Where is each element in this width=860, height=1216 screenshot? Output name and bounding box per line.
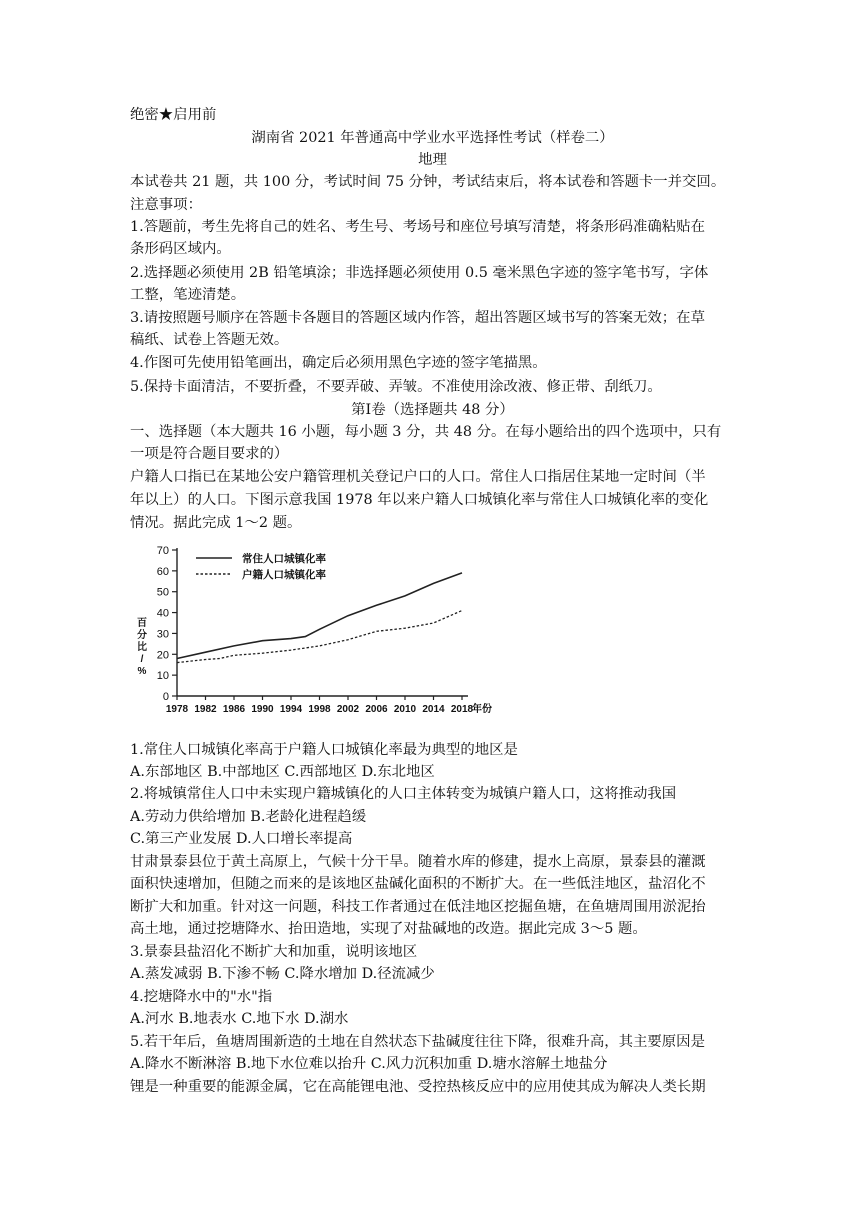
question-1-options: A.东部地区 B.中部地区 C.西部地区 D.东北地区 <box>130 764 435 780</box>
y-tick-label: 50 <box>156 586 169 599</box>
section-1-title: 第Ⅰ卷（选择题共 48 分） <box>351 402 514 418</box>
question-5: 5.若干年后，鱼塘周围新造的土地在自然状态下盐碱度往往下降，很难升高，其主要原因是 <box>130 1034 705 1050</box>
exam-intro: 本试卷共 21 题，共 100 分，考试时间 75 分钟，考试结束后，将本试卷和答题卡一并交回。 <box>130 174 726 190</box>
x-tick-label: 1990 <box>251 704 274 715</box>
x-tick-label: 1998 <box>308 704 331 715</box>
y-tick-label: 30 <box>156 628 169 641</box>
notice-item-1-cont: 条形码区域内。 <box>130 241 231 257</box>
passage-2-line-3: 断扩大和加重。针对这一问题，科技工作者通过在低洼地区挖掘鱼塘，在鱼塘周围用淤泥抬 <box>130 899 706 915</box>
urbanization-line-chart <box>130 538 510 720</box>
exam-subject: 地理 <box>418 152 447 168</box>
question-2: 2.将城镇常住人口中未实现户籍城镇化的人口主体转变为城镇户籍人口，这将推动我国 <box>130 786 677 802</box>
question-5-options: A.降水不断淋溶 B.地下水位难以抬升 C.风力沉积加重 D.塘水溶解土地盐分 <box>130 1056 608 1072</box>
question-3-options: A.蒸发减弱 B.下渗不畅 C.降水增加 D.径流减少 <box>130 966 435 982</box>
notice-item-1: 1.答题前，考生先将自己的姓名、考生号、考场号和座位号填写清楚，将条形码准确粘贴在 <box>130 219 705 235</box>
notice-item-2-cont: 工整，笔迹清楚。 <box>130 287 246 303</box>
section-1-intro: 一、选择题（本大题共 16 小题，每小题 3 分，共 48 分。在每小题给出的四个选项中，只有 <box>130 424 722 440</box>
series-line-2 <box>177 611 462 663</box>
x-tick-label: 2002 <box>336 704 360 715</box>
question-2-options-1: A.劳动力供给增加 B.老龄化进程趋缓 <box>130 809 367 825</box>
y-tick-label: 40 <box>156 607 169 620</box>
question-2-options-2: C.第三产业发展 D.人口增长率提高 <box>130 831 353 847</box>
y-tick-label: 0 <box>162 691 169 703</box>
y-axis-label-char: 百 <box>137 618 147 629</box>
question-4-options: A.河水 B.地表水 C.地下水 D.湖水 <box>130 1011 349 1027</box>
y-tick-label: 20 <box>156 649 169 662</box>
y-axis-label-char: 分 <box>137 630 147 641</box>
exam-title: 湖南省 2021 年普通高中学业水平选择性考试（样卷二） <box>251 130 614 146</box>
passage-2-line-1: 甘肃景泰县位于黄土高原上，气候十分干旱。随着水库的修建，提水上高原，景泰县的灌溉 <box>130 854 706 870</box>
x-tick-label: 1986 <box>222 704 246 715</box>
notice-item-4: 4.作图可先使用铅笔画出，确定后必须用黑色字迹的签字笔描黑。 <box>130 355 547 371</box>
y-tick-label: 60 <box>156 565 169 578</box>
confidential-label: 绝密★启用前 <box>130 107 217 123</box>
notice-item-2: 2.选择题必须使用 2B 铅笔填涂；非选择题必须使用 0.5 毫米黑色字迹的签字笔书写，字体 <box>130 265 709 281</box>
y-tick-label: 10 <box>156 670 169 683</box>
legend-label-1: 常住人口城镇化率 <box>242 553 326 565</box>
x-axis-label: 年份 <box>472 704 492 715</box>
passage-2-line-4: 高土地，通过挖塘降水、抬田造地，实现了对盐碱地的改造。据此完成 3～5 题。 <box>130 921 647 937</box>
passage-1-line-2: 年以上）的人口。下图示意我国 1978 年以来户籍人口城镇化率与常住人口城镇化率的变化 <box>130 492 709 508</box>
notice-item-5: 5.保持卡面清洁，不要折叠，不要弄破、弄皱。不准使用涂改液、修正带、刮纸刀。 <box>130 379 662 395</box>
series-line-1 <box>177 573 462 659</box>
x-tick-label: 2014 <box>422 704 445 715</box>
question-3: 3.景泰县盐沼化不断扩大和加重，说明该地区 <box>130 944 418 960</box>
question-4: 4.挖塘降水中的"水"指 <box>130 989 273 1005</box>
question-1: 1.常住人口城镇化率高于户籍人口城镇化率最为典型的地区是 <box>130 742 518 758</box>
passage-3-line-1: 锂是一种重要的能源金属，它在高能锂电池、受控热核反应中的应用使其成为解决人类长期 <box>130 1079 706 1095</box>
notice-item-3-cont: 稿纸、试卷上答题无效。 <box>130 332 289 348</box>
x-tick-label: 2006 <box>365 704 388 715</box>
x-tick-label: 2010 <box>393 704 417 715</box>
x-tick-label: 1982 <box>194 704 217 715</box>
x-tick-label: 2018 <box>450 704 474 715</box>
passage-2-line-2: 面积快速增加，但随之而来的是该地区盐碱化面积的不断扩大。在一些低洼地区，盐沼化不 <box>130 876 706 892</box>
section-1-intro-cont: 一项是符合题目要求的） <box>130 446 289 462</box>
legend-label-2: 户籍人口城镇化率 <box>242 569 326 581</box>
passage-1-line-1: 户籍人口指已在某地公安户籍管理机关登记户口的人口。常住人口指居住某地一定时间（半 <box>130 469 706 485</box>
notice-item-3: 3.请按照题号顺序在答题卡各题目的答题区域内作答，超出答题区域书写的答案无效；在草 <box>130 310 705 326</box>
x-tick-label: 1994 <box>279 704 303 715</box>
y-tick-label: 70 <box>156 545 169 557</box>
y-axis-label-char: % <box>137 666 147 677</box>
y-axis-label-char: / <box>140 654 144 665</box>
x-tick-label: 1978 <box>165 704 189 715</box>
passage-1-line-3: 情况。据此完成 1～2 题。 <box>130 515 302 531</box>
notice-heading: 注意事项： <box>130 197 202 213</box>
y-axis-label-char: 比 <box>137 642 147 653</box>
